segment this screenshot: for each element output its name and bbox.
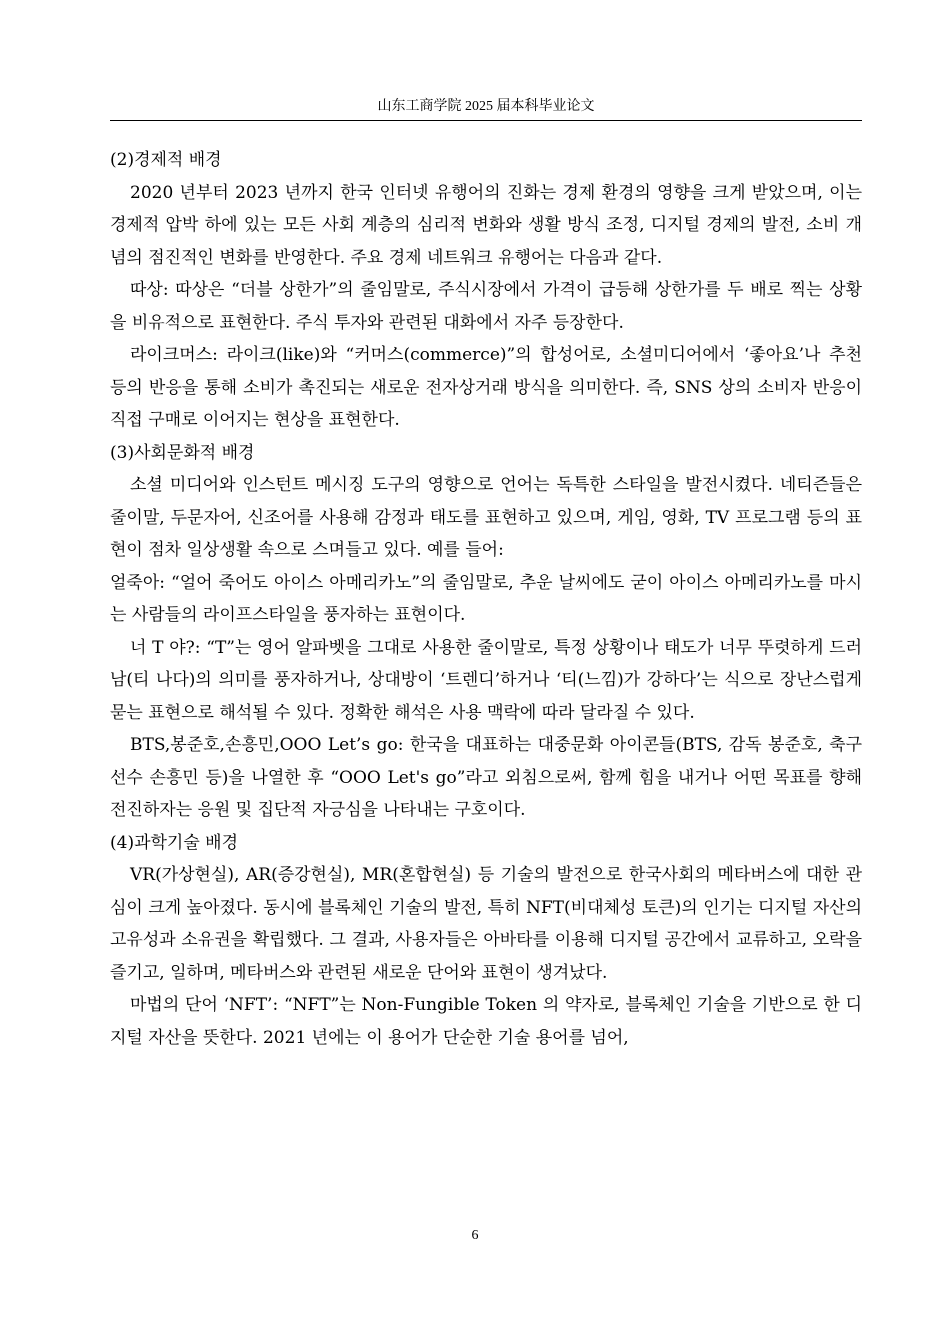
paragraph: 마법의 단어 ‘NFT’: “NFT”는 Non-Fungible Token 의 약자로, 블록체인 기술을 기반으로 한 디지털 자산을 뜻한다. 2021 년에는 이 용어가 단순한 기술 용어를 넘어, (110, 995, 862, 1048)
page-number: 6 (471, 1228, 479, 1243)
page-header: 山东工商学院 2025 届本科毕业论文 (377, 99, 595, 114)
paragraph: VR(가상현실), AR(증강현실), MR(혼합현실) 등 기술의 발전으로 한국사회의 메타버스에 대한 관심이 크게 높아졌다. 동시에 블록체인 기술의 발전, 특히 NFT(비대체성 토큰)의 인기는 디지털 자산의 고유성과 소유권을 확립했다. 그 결과, 사용자들은 아바타를 이용해 디지털 공간에서 교류하고, 오락을 즐기고, 일하며, 메타버스와 관련된 새로운 단어와 표현이 생겨났다. (110, 865, 862, 983)
paragraph: 2020 년부터 2023 년까지 한국 인터넷 유행어의 진화는 경제 환경의 영향을 크게 받았으며, 이는 경제적 압박 하에 있는 모든 사회 계층의 심리적 변화와 생활 방식 조정, 디지털 경제의 발전, 소비 개념의 점진적인 변화를 반영한다. 주요 경제 네트워크 유행어는 다음과 같다. (110, 182, 862, 268)
paragraph: 라이크머스: 라이크(like)와 “커머스(commerce)”의 합성어로, 소셜미디어에서 ‘좋아요’나 추천 등의 반응을 통해 소비가 촉진되는 새로운 전자상거래 방식을 의미한다. 즉, SNS 상의 소비자 반응이 직접 구매로 이어지는 현상을 표현한다. (110, 345, 862, 430)
paragraph: BTS,봉준호,손흥민,OOO Let’s go: 한국을 대표하는 대중문화 아이콘들(BTS, 감독 봉준호, 축구선수 손흥민 등)을 나열한 후 “OOO Let's go”라고 외침으로써, 함께 힘을 내거나 어떤 목표를 향해 전진하자는 응원 및 집단적 자긍심을 나타내는 구호이다. (110, 735, 862, 820)
paragraph: 너 T 야?: “T”는 영어 알파벳을 그대로 사용한 줄이말로, 특정 상황이나 태도가 너무 뚜렷하게 드러남(티 나다)의 의미를 풍자하거나, 상대방이 ‘트렌디’하거나 ‘티(느낌)가 강하다’는 식으로 장난스럽게 묻는 표현으로 해석될 수 있다. 정확한 해석은 사용 맥락에 따라 달라질 수 있다. (110, 637, 862, 723)
section-heading-technology: (4)과학기술 배경 (110, 832, 239, 853)
paragraph: 따상: 따상은 “더블 상한가”의 줄임말로, 주식시장에서 가격이 급등해 상한가를 두 배로 찍는 상황을 비유적으로 표현한다. 주식 투자와 관련된 대화에서 자주 등장한다. (110, 280, 862, 333)
section-heading-sociocultural: (3)사회문화적 배경 (110, 442, 255, 463)
paragraph: 소셜 미디어와 인스턴트 메시징 도구의 영향으로 언어는 독특한 스타일을 발전시켰다. 네티즌들은 줄이말, 두문자어, 신조어를 사용해 감정과 태도를 표현하고 있으며, 게임, 영화, TV 프로그램 등의 표현이 점차 일상생활 속으로 스며들고 있다. 예를 들어: (110, 475, 862, 560)
body-text (110, 144, 862, 1054)
paragraph: 얼죽아: “얼어 죽어도 아이스 아메리카노”의 줄임말로, 추운 날씨에도 굳이 아이스 아메리카노를 마시는 사람들의 라이프스타일을 풍자하는 표현이다. (110, 572, 862, 625)
header-rule (110, 120, 862, 121)
section-heading-economic: (2)경제적 배경 (110, 150, 222, 170)
